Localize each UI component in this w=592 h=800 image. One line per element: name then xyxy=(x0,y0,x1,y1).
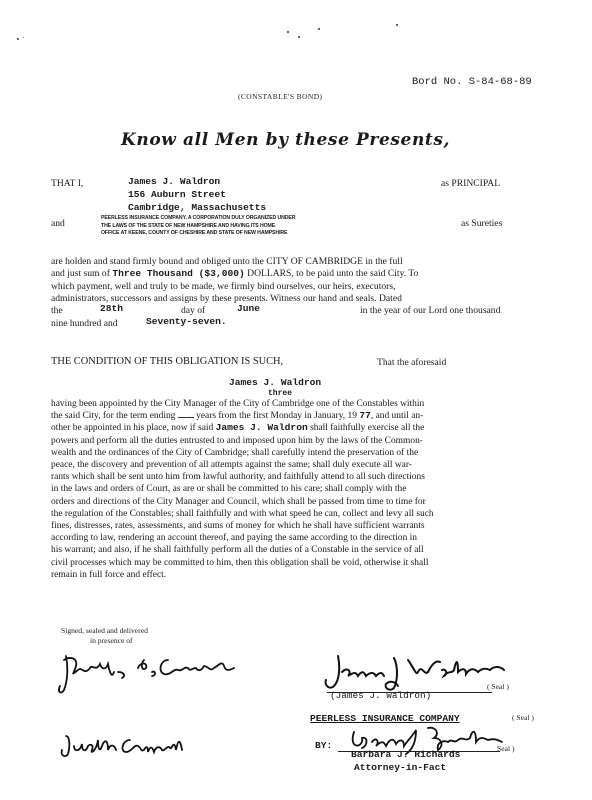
scan-speck xyxy=(23,37,24,38)
scan-speck xyxy=(287,31,289,33)
date-day: 28th xyxy=(100,303,124,314)
condition-line: in the laws and orders of Court, as are or shall be committed to his care; shall comply with the xyxy=(51,484,407,495)
obligation-line: are holden and stand firmly bound and obliged unto the CITY OF CAMBRIDGE in the full xyxy=(51,256,403,267)
surety-stamp-line: PEERLESS INSURANCE COMPANY, A CORPORATION DULY ORGANIZED UNDER xyxy=(101,215,296,221)
condition-principal-name: James J. Waldron xyxy=(215,422,308,434)
struck-term-box xyxy=(178,417,194,418)
date-year-text: in the year of our Lord one thousand xyxy=(360,305,501,316)
principal-name: James J. Waldron xyxy=(128,176,221,187)
witness-signature-2 xyxy=(52,730,252,760)
term-years-handwrite: three xyxy=(268,389,293,398)
surety-stamp xyxy=(101,215,295,238)
condition-text: shall faithfully exercise all the xyxy=(310,423,425,434)
condition-line: his warrant; and also, if he shall faithfully perform all the duties of a Constable in the service of all xyxy=(51,545,424,556)
condition-name: James J. Waldron xyxy=(229,377,322,388)
condition-line: fines, distresses, rates, assessments, and sums of money for which he shall have sufficient warrants xyxy=(51,521,425,532)
condition-line xyxy=(51,422,523,434)
condition-text: the said City, for the term ending xyxy=(51,411,176,422)
seal-company: ( Seal ) xyxy=(512,713,534,722)
surety-stamp-line: OFFICE AT KEENE, COUNTY OF CHESHIRE AND STATE OF NEW HAMPSHIRE xyxy=(101,230,288,237)
condition-line: powers and perform all the duties entrusted to and imposed upon him by the laws of the Common- xyxy=(51,435,423,446)
condition-text: other be appointed in his place, now if said xyxy=(51,423,214,434)
term-year: 77 xyxy=(359,410,371,422)
condition-body xyxy=(51,398,523,581)
scan-speck xyxy=(318,28,320,30)
bond-amount: Three Thousand ($3,000) xyxy=(112,268,245,279)
condition-line: the regulation of the Constables; shall faithfully and with what speed he can, collect and levy all such xyxy=(51,508,434,519)
date-nine-hundred: nine hundred and xyxy=(51,318,118,329)
condition-line: having been appointed by the City Manager of the City of Cambridge one of the Constables within xyxy=(51,399,425,409)
signed-caption-line: Signed, sealed and delivered xyxy=(61,626,148,635)
obligation-line: which payment, well and truly to be made, we firmly bind ourselves, our heirs, executors, xyxy=(51,281,396,292)
principal-street: 156 Auburn Street xyxy=(128,189,226,200)
obligation-line xyxy=(51,268,418,279)
bond-number: Bord No. S-84-68-89 xyxy=(412,76,532,88)
obligation-text: DOLLARS, to be paid unto the said City. To xyxy=(247,268,419,279)
form-caption: (CONSTABLE'S BOND) xyxy=(238,92,323,101)
principal-lead: THAT I, xyxy=(51,178,84,189)
obligation-text: and just sum of xyxy=(51,268,110,279)
condition-line: rants which shall be sent unto him from lawful authority, and faithfully attend to all such directions xyxy=(51,472,425,483)
condition-line: orders and directions of the City Manager and Council, which shall be passed from time to time for xyxy=(51,496,426,507)
document-headline: Know all Men by these Presents, xyxy=(121,130,451,150)
surety-company-name: PEERLESS INSURANCE COMPANY xyxy=(310,713,460,724)
surety-role: as Sureties xyxy=(461,218,503,229)
surety-stamp-line: THE LAWS OF THE STATE OF NEW HAMPSHIRE AND HAVING ITS HOME xyxy=(101,222,276,229)
condition-line: civil processes which may be committed to him, then this obligation shall be void, otherwise it shall xyxy=(51,557,429,568)
seal-principal: ( Seal ) xyxy=(487,682,509,691)
scan-speck xyxy=(298,36,300,38)
seal-attorney: Seal ) xyxy=(497,744,515,753)
scan-speck xyxy=(17,38,19,40)
attorney-title: Attorney-in-Fact xyxy=(354,762,447,773)
surety-lead: and xyxy=(51,218,65,229)
date-label-day-of: day of xyxy=(181,305,206,316)
principal-typed-name: (James J. Waldron) xyxy=(330,690,432,701)
condition-aforesaid: That the aforesaid xyxy=(377,357,447,368)
signed-caption-line: in presence of xyxy=(90,636,133,645)
principal-city: Cambridge, Massachusetts xyxy=(128,202,267,213)
by-label: BY: xyxy=(315,740,333,751)
condition-line: wealth and the ordinances of the City of Cambridge; shall carefully intend the preservation of the xyxy=(51,447,419,458)
condition-line: peace, the discovery and prevention of all attempts against the same; shall duly execute all war- xyxy=(51,460,412,471)
condition-text: years from the first Monday in January, 19 xyxy=(196,411,357,422)
attorney-typed-name: Barbara J. Richards xyxy=(351,749,461,760)
condition-line xyxy=(51,410,523,422)
date-year-words: Seventy-seven. xyxy=(146,316,227,327)
condition-line: according to law, rendering an account thereof, and paying the same according to the direction in xyxy=(51,533,417,544)
condition-text: , and until an- xyxy=(370,411,424,422)
principal-role: as PRINCIPAL xyxy=(441,178,501,189)
date-label-the: the xyxy=(51,305,63,316)
obligation-line: administrators, successors and assigns by these presents. Witness our hand and seals. Dated xyxy=(51,293,402,304)
condition-heading: THE CONDITION OF THIS OBLIGATION IS SUCH, xyxy=(51,356,284,367)
witness-signature-1 xyxy=(52,646,242,696)
condition-line: remain in full force and effect. xyxy=(51,569,167,580)
scan-speck xyxy=(396,24,398,26)
date-month: June xyxy=(237,303,261,314)
